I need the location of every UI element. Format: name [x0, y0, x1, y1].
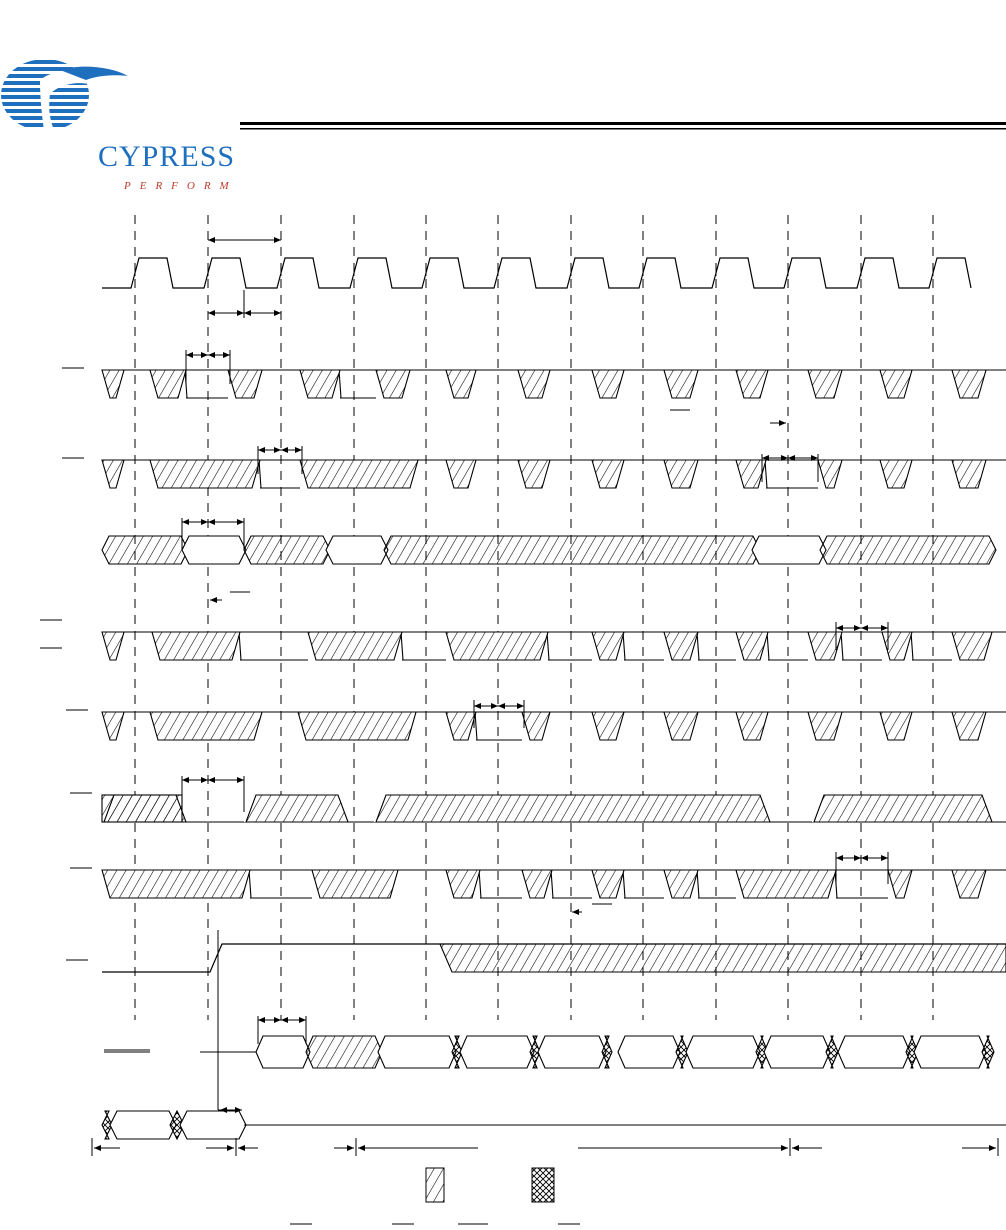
signal-row-1 — [102, 370, 1006, 398]
signal-row-2 — [102, 460, 1006, 488]
signal-row-7 — [102, 870, 1006, 898]
diagonal-hatch-swatch — [426, 1168, 444, 1202]
brand-name: CYPRESS — [98, 140, 236, 173]
legend — [426, 1168, 554, 1202]
signal-row-5 — [102, 712, 1006, 740]
signal-row-8 — [102, 944, 1006, 972]
data-out-bus-row — [104, 1036, 994, 1068]
brand-tagline: PERFORM — [124, 180, 238, 192]
clock-edge-gridlines — [135, 215, 933, 1020]
data-in-bus-row — [102, 1111, 1006, 1139]
clock-waveform — [102, 258, 971, 288]
signal-row-6 — [102, 795, 1006, 822]
signal-row-4 — [102, 632, 1006, 660]
address-bus-row — [102, 536, 996, 564]
cross-hatch-swatch — [532, 1168, 554, 1202]
